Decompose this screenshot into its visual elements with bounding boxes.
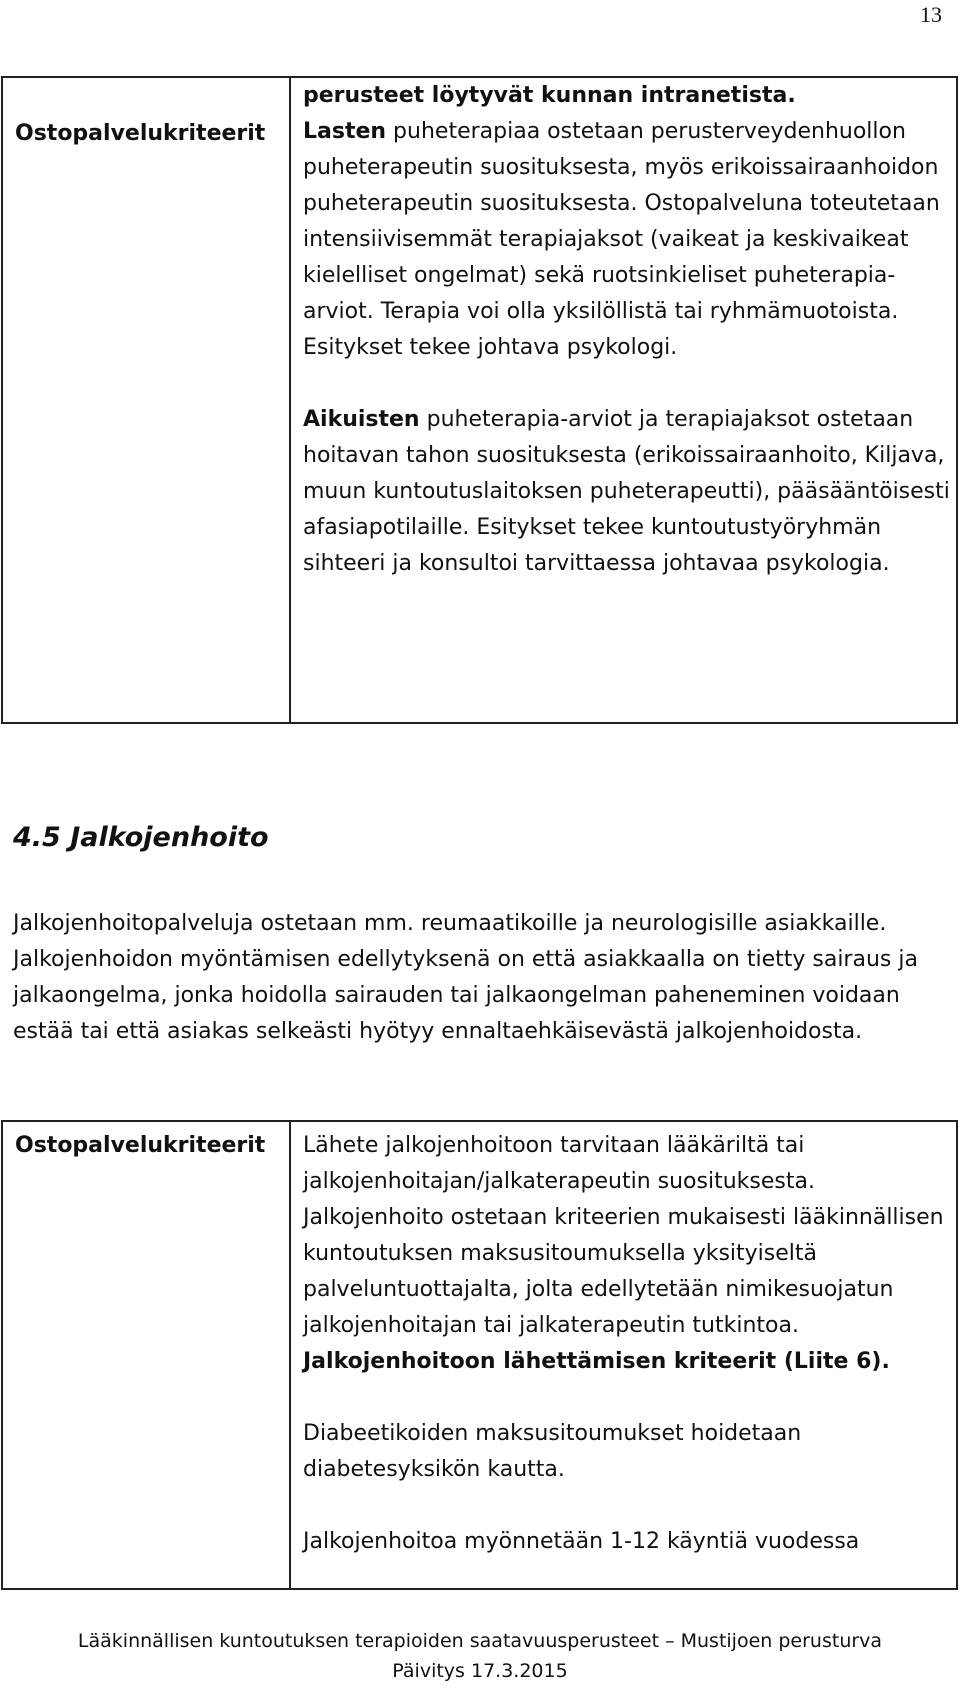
footer-date: Päivitys 17.3.2015 — [392, 1660, 568, 1682]
spacer — [303, 1380, 950, 1416]
section-body: Jalkojenhoitopalveluja ostetaan mm. reumaatikoille ja neurologisille asiakkaille. Jalkojenhoidon myöntämisen edellytyksenä on että asiakkaalla on tietty sairaus ja jalkaongelma, jonka hoidolla sairauden tai jalkaongelman paheneminen voidaan estää tai että asiakas selkeästi hyötyy ennaltaehkäisevästä jalkojenhoidosta. — [13, 911, 918, 1044]
adults-bold: Aikuisten — [303, 407, 420, 432]
top-line — [303, 78, 950, 114]
criteria-label: Ostopalvelukriteerit — [2, 1121, 290, 1589]
diabetes-paragraph: Diabeetikoiden maksusitoumukset hoidetaan diabetesyksikön kautta. — [303, 1421, 802, 1482]
criteria-label: Ostopalvelukriteerit — [2, 77, 290, 723]
criteria-table-speech-therapy — [1, 76, 958, 724]
children-text: puheterapiaa ostetaan perusterveydenhuollon puheterapeutin suosituksesta, myös erikoissairaanhoidon puheterapeutin suosituksesta. Ostopalveluna toteutetaan intensiivisemmät terapiajaksot (vaikeat ja keskivaikeat kielelliset ongelmat) sekä ruotsinkieliset puheterapia-arviot. Terapia voi olla yksilöllistä tai ryhmämuotoista. Esitykset tekee johtava psykologi. — [303, 119, 940, 360]
adults-paragraph — [303, 402, 950, 582]
visits-paragraph: Jalkojenhoitoa myönnetään 1-12 käyntiä vuodessa — [303, 1529, 860, 1554]
page-number: 13 — [920, 2, 942, 27]
spacer — [303, 1488, 950, 1524]
referral-criteria-text: Jalkojenhoitoon lähettämisen kriteerit (Liite 6). — [303, 1349, 890, 1374]
criteria-table-foot-care — [1, 1120, 958, 1590]
referral-criteria — [303, 1344, 950, 1380]
page-footer — [0, 1626, 960, 1686]
children-paragraph — [303, 114, 950, 366]
table-row — [2, 1121, 957, 1589]
adults-text: puheterapia-arviot ja terapiajaksot ostetaan hoitavan tahon suosituksesta (erikoissairaanhoito, Kiljava, muun kuntoutuslaitoksen puheterapeutti), pääsääntöisesti afasiapotilaille. Esitykset tekee kuntoutustyöryhmän sihteeri ja konsultoi tarvittaessa johtavaa psykologia. — [303, 407, 950, 576]
criteria-text-cell — [290, 77, 957, 723]
footer-title: Lääkinnällisen kuntoutuksen terapioiden saatavuusperusteet – Mustijoen perusturva — [77, 1630, 883, 1652]
referral-paragraph: Lähete jalkojenhoitoon tarvitaan lääkäriltä tai jalkojenhoitajan/jalkaterapeutin suosituksesta. Jalkojenhoito ostetaan kriteerien mukaisesti lääkinnällisen kuntoutuksen maksusitoumuksella yksityiseltä palveluntuottajalta, jolta edellytetään nimikesuojatun jalkojenhoitajan tai jalkaterapeutin tutkintoa. — [303, 1133, 944, 1338]
section-heading: 4.5 Jalkojenhoito — [13, 822, 269, 853]
table-row — [2, 77, 957, 723]
top-line-text: perusteet löytyvät kunnan intranetista. — [303, 83, 796, 108]
spacer — [303, 366, 950, 402]
children-bold: Lasten — [303, 119, 387, 144]
criteria-text-cell — [290, 1121, 957, 1589]
